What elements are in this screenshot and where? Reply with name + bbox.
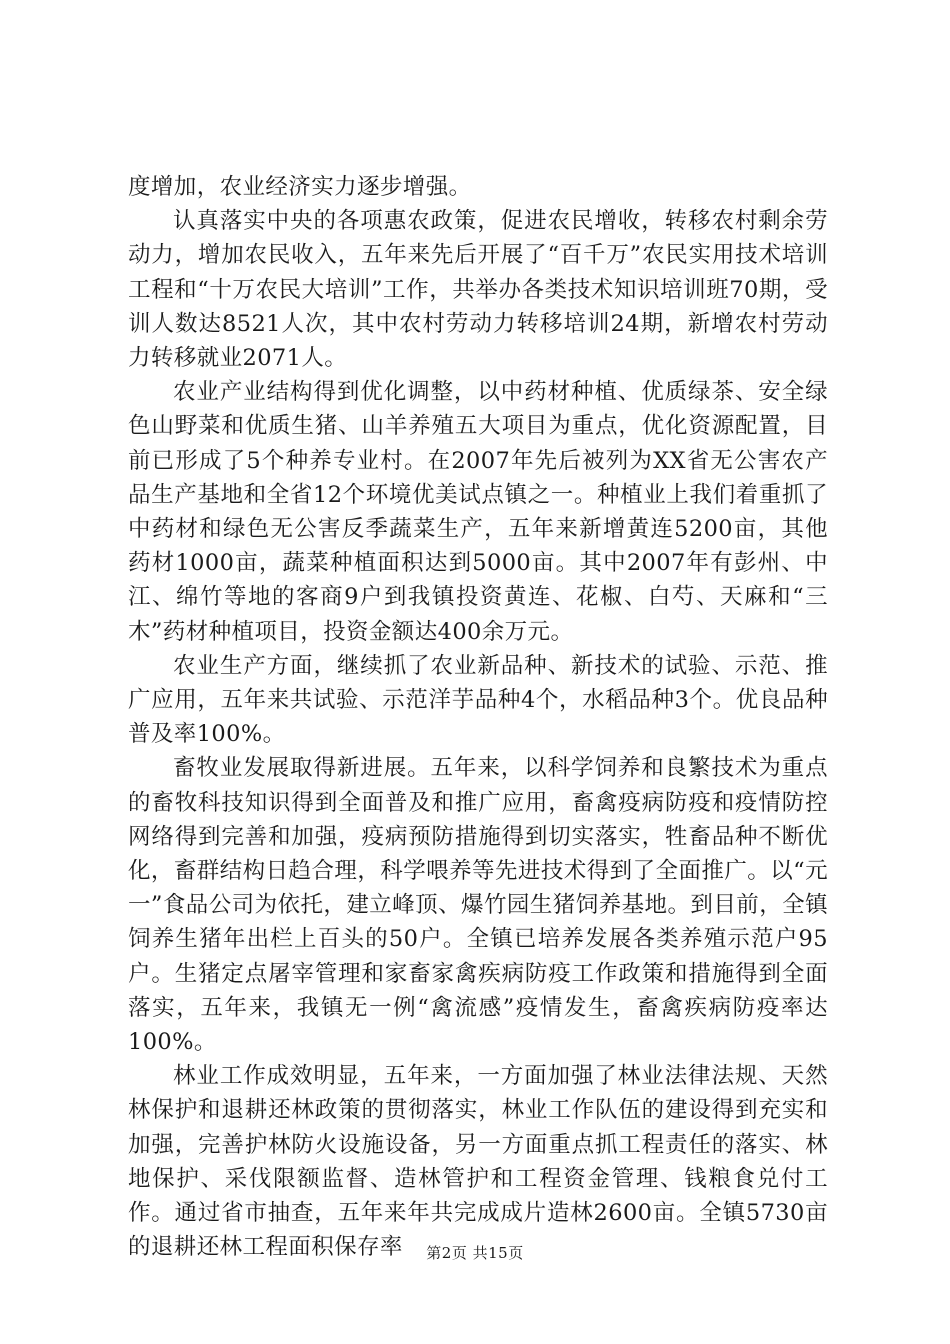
page-footer [0, 1243, 950, 1263]
paragraph-agri-production: 农业生产方面，继续抓了农业新品种、新技术的试验、示范、推广应用，五年来共试验、示范洋芋品种4个，水稻品种3个。优良品种普及率100%。 [128, 652, 828, 748]
document-body [128, 170, 828, 1265]
page-number: 第2页 共15页 [426, 1244, 524, 1262]
paragraph-continuation: 度增加，农业经济实力逐步增强。 [128, 174, 472, 200]
paragraph-forestry: 林业工作成效明显，五年来，一方面加强了林业法律法规、天然林保护和退耕还林政策的贯彻落实，林业工作队伍的建设得到充实和加强，完善护林防火设施设备，另一方面重点抓工程责任的落实、林地保护、采伐限额监督、造林管护和工程资金管理、钱粮食兑付工作。通过省市抽查，五年来年共完成成片造林2600亩。全镇5730亩的退耕还林工程面积保存率 [128, 1063, 828, 1261]
paragraph-industry-structure: 农业产业结构得到优化调整，以中药材种植、优质绿茶、安全绿色山野菜和优质生猪、山羊养殖五大项目为重点，优化资源配置，目前已形成了5个种养专业村。在2007年先后被列为XX省无公害农产品生产基地和全省12个环境优美试点镇之一。种植业上我们着重抓了中药材和绿色无公害反季蔬菜生产，五年来新增黄连5200亩，其他药材1000亩，蔬菜种植面积达到5000亩。其中2007年有彭州、中江、绵竹等地的客商9户到我镇投资黄连、花椒、白芍、天麻和“三木”药材种植项目，投资金额达400余万元。 [128, 379, 828, 645]
paragraph-livestock: 畜牧业发展取得新进展。五年来，以科学饲养和良繁技术为重点的畜牧科技知识得到全面普及和推广应用，畜禽疫病防疫和疫情防控网络得到完善和加强，疫病预防措施得到切实落实，牲畜品种不断优化，畜群结构日趋合理，科学喂养等先进技术得到了全面推广。以“元一”食品公司为依托，建立峰顶、爆竹园生猪饲养基地。到目前，全镇饲养生猪年出栏上百头的50户。全镇已培养发展各类养殖示范户95户。生猪定点屠宰管理和家畜家禽疾病防疫工作政策和措施得到全面落实，五年来，我镇无一例“禽流感”疫情发生，畜禽疾病防疫率达100%。 [128, 755, 828, 1056]
paragraph-farmer-training: 认真落实中央的各项惠农政策，促进农民增收，转移农村剩余劳动力，增加农民收入，五年来先后开展了“百千万”农民实用技术培训工程和“十万农民大培训”工作，共举办各类技术知识培训班70期，受训人数达8521人次，其中农村劳动力转移培训24期，新增农村劳动力转移就业2071人。 [128, 208, 828, 372]
